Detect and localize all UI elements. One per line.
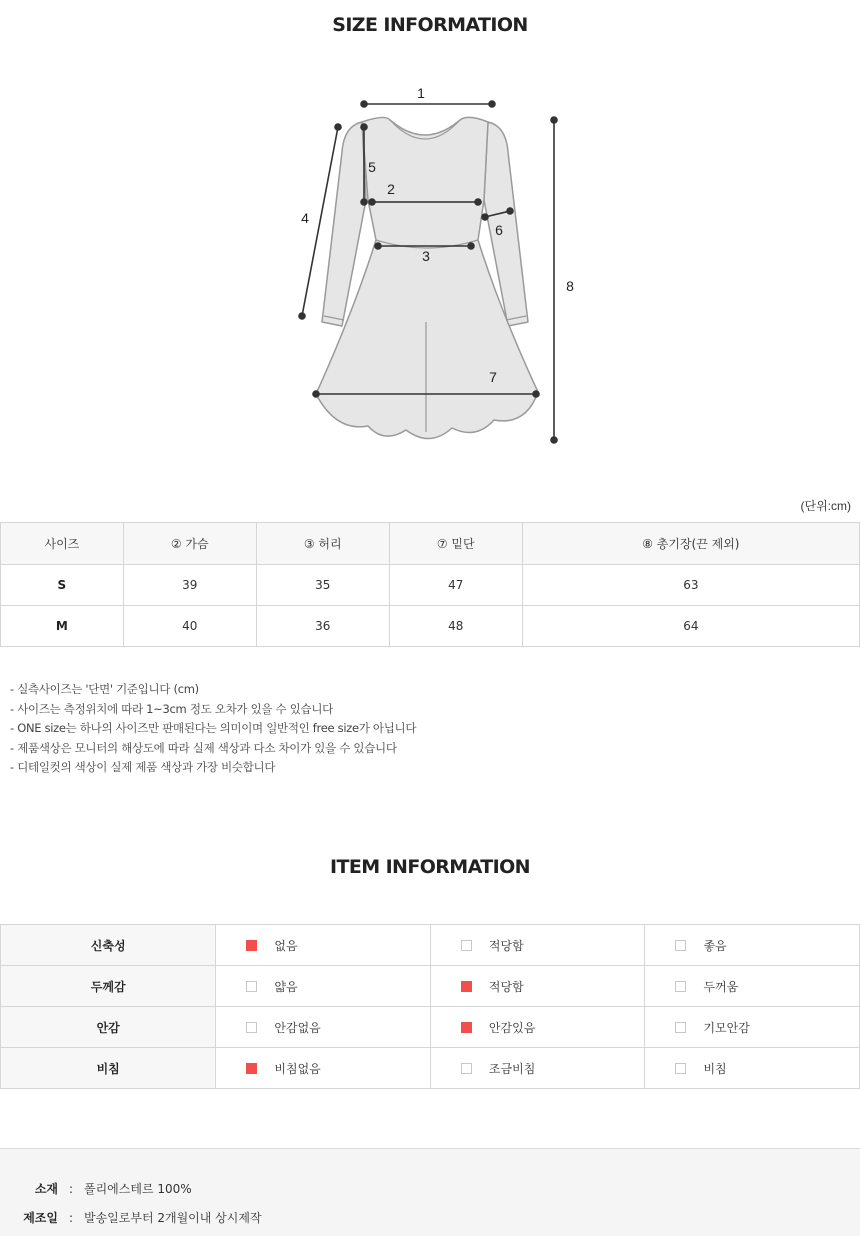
attr-label-lining: 안감 <box>1 1007 216 1048</box>
manufacture-value: 발송일로부터 2개월이내 상시제작 <box>84 1211 262 1225</box>
option-cell <box>216 966 431 1007</box>
attr-label-sheerness: 비침 <box>1 1048 216 1089</box>
hem-cell: 47 <box>389 565 522 606</box>
material-row <box>0 1180 192 1197</box>
option-label: 비침 <box>703 1061 727 1076</box>
waist-cell: 35 <box>256 565 389 606</box>
checkbox-icon <box>461 1063 472 1074</box>
item-row-stretch <box>1 925 860 966</box>
option-cell <box>216 1007 431 1048</box>
attr-label-thickness: 두께감 <box>1 966 216 1007</box>
size-cell: S <box>1 565 124 606</box>
length-cell: 64 <box>522 606 859 647</box>
dim-label-2: 2 <box>387 181 395 197</box>
option-label: 비침없음 <box>274 1061 321 1076</box>
checkbox-icon <box>675 1063 686 1074</box>
table-row <box>1 606 860 647</box>
option-cell <box>430 966 645 1007</box>
size-notes-list <box>10 680 416 778</box>
note-item: - 디테일컷의 색상이 실제 제품 색상과 가장 비슷합니다 <box>10 760 276 774</box>
unit-note: (단위:cm) <box>800 499 851 513</box>
header-chest: ② 가슴 <box>123 523 256 565</box>
manufacture-row <box>0 1209 262 1226</box>
checkbox-icon <box>246 981 257 992</box>
note-item: - ONE size는 하나의 사이즈만 판매된다는 의미이며 일반적인 free size가 아닙니다 <box>10 721 417 735</box>
length-cell: 63 <box>522 565 859 606</box>
option-label: 안감있음 <box>488 1020 536 1035</box>
dim-label-3: 3 <box>422 248 430 264</box>
dim-label-5: 5 <box>368 159 376 175</box>
checkbox-icon <box>461 981 472 992</box>
header-total-length: ⑧ 총기장(끈 제외) <box>522 523 859 565</box>
option-label: 적당함 <box>488 979 524 994</box>
option-cell <box>430 1048 645 1089</box>
size-information-title: SIZE INFORMATION <box>332 14 528 36</box>
note-item: - 실측사이즈는 '단면' 기준입니다 (cm) <box>10 682 199 696</box>
option-cell <box>216 925 431 966</box>
checkbox-icon <box>675 940 686 951</box>
option-label: 안감없음 <box>274 1020 321 1035</box>
option-label: 기모안감 <box>703 1020 750 1035</box>
dim-label-6: 6 <box>495 222 503 238</box>
dim-label-4: 4 <box>301 210 309 226</box>
material-value: 폴리에스테르 100% <box>84 1182 192 1196</box>
item-info-table <box>0 924 860 1089</box>
option-cell <box>645 925 860 966</box>
option-cell <box>430 925 645 966</box>
material-colon: : <box>68 1182 74 1196</box>
checkbox-icon <box>461 1022 472 1033</box>
manufacture-label: 제조일 <box>23 1211 58 1225</box>
option-cell <box>216 1048 431 1089</box>
header-size: 사이즈 <box>1 523 124 565</box>
option-cell <box>645 1048 860 1089</box>
note-item: - 제품색상은 모니터의 해상도에 따라 실제 색상과 다소 차이가 있을 수 있습니다 <box>10 740 397 755</box>
manufacture-colon: : <box>68 1211 74 1225</box>
item-row-sheerness <box>1 1048 860 1089</box>
chest-cell: 39 <box>123 565 256 606</box>
size-cell: M <box>1 606 124 647</box>
note-item: - 사이즈는 측정위치에 따라 1~3cm 정도 오차가 있을 수 있습니다 <box>10 701 333 716</box>
item-row-lining <box>1 1007 860 1048</box>
dim-label-7: 7 <box>489 369 497 385</box>
size-table <box>0 522 860 647</box>
chest-cell: 40 <box>123 606 256 647</box>
option-cell <box>645 1007 860 1048</box>
header-waist: ③ 허리 <box>256 523 389 565</box>
item-information-title: ITEM INFORMATION <box>330 856 530 878</box>
materials-panel <box>0 1148 860 1236</box>
material-label: 소재 <box>34 1182 58 1196</box>
attr-label-stretch: 신축성 <box>1 925 216 966</box>
checkbox-icon <box>675 1022 686 1033</box>
checkbox-icon <box>246 1063 257 1074</box>
option-cell <box>645 966 860 1007</box>
size-table-header-row <box>1 523 860 565</box>
option-label: 얇음 <box>274 979 298 994</box>
header-hem: ⑦ 밑단 <box>389 523 522 565</box>
dim-label-8: 8 <box>566 278 574 294</box>
checkbox-icon <box>675 981 686 992</box>
waist-cell: 36 <box>256 606 389 647</box>
option-cell <box>430 1007 645 1048</box>
option-label: 좋음 <box>703 938 727 953</box>
checkbox-icon <box>246 1022 257 1033</box>
option-label: 두꺼움 <box>703 979 739 994</box>
dim-label-1: 1 <box>417 85 425 101</box>
checkbox-icon <box>461 940 472 951</box>
option-label: 없음 <box>274 938 298 953</box>
checkbox-icon <box>246 940 257 951</box>
hem-cell: 48 <box>389 606 522 647</box>
dress-size-diagram <box>280 80 600 460</box>
option-label: 적당함 <box>488 938 524 953</box>
item-row-thickness <box>1 966 860 1007</box>
option-label: 조금비침 <box>488 1061 536 1076</box>
table-row <box>1 565 860 606</box>
